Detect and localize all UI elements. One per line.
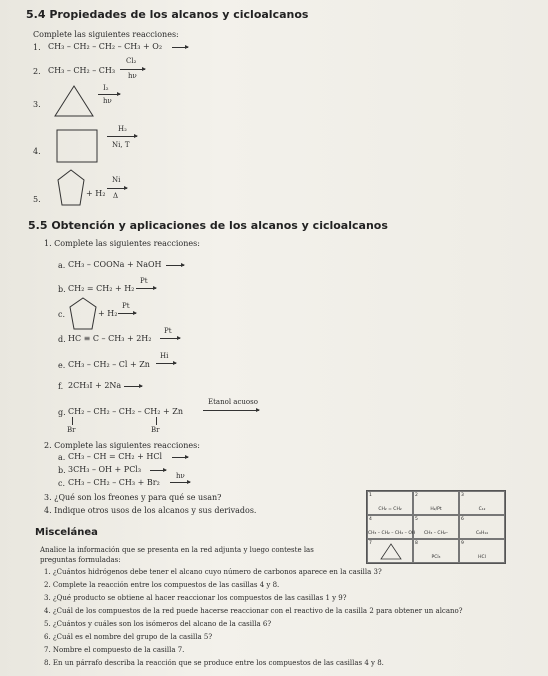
reaction-5-condition: Δ	[113, 192, 119, 200]
grid-cell-5: 5 CH₃ – CH₂–	[413, 515, 459, 539]
q2-item-c-equation: CH₃ – CH₂ – CH₃ + Br₂	[68, 478, 160, 487]
question-4: 4. Indique otros usos de los alcanos y sus derivados.	[44, 506, 257, 515]
reaction-arrow	[172, 47, 188, 48]
section-5-4-title: 5.4 Propiedades de los alcanos y cicloalcanos	[26, 8, 309, 21]
misc-question-8: 8. En un párrafo describa la reacción que se produce entre los compuestos de las casillas 4 y 8.	[44, 659, 384, 667]
q2-item-a-label: a.	[58, 453, 66, 462]
cyclopentane-pentagon-icon	[68, 296, 98, 332]
grid-cell-2: 2 H₂/Pt	[413, 491, 459, 515]
reaction-4-condition: Ni, T	[112, 141, 130, 149]
misc-question-2: 2. Complete la reacción entre los compuestos de las casillas 4 y 8.	[44, 581, 280, 589]
section-5-5-title: 5.5 Obtención y aplicaciones de los alcanos y cicloalcanos	[28, 219, 388, 232]
q2-item-b-label: b.	[58, 466, 66, 475]
misc-question-5: 5. ¿Cuántos y cuáles son los isómeros del alcano de la casilla 6?	[44, 620, 272, 628]
reaction-2-number: 2.	[33, 67, 41, 76]
cyclopropane-triangle-icon	[53, 84, 95, 118]
item-d-equation: HC ≡ C – CH₃ + 2H₂	[68, 334, 152, 343]
reaction-arrow	[118, 313, 136, 314]
item-e-label: e.	[58, 361, 66, 370]
q2-item-c-label: c.	[58, 479, 66, 488]
reaction-arrow	[98, 94, 120, 95]
compound-network-grid	[366, 490, 506, 564]
miscelanea-intro-line-2: preguntas formuladas:	[40, 556, 121, 564]
item-g-solvent: Etanol acuoso	[208, 398, 258, 406]
miscelanea-title: Miscelánea	[35, 527, 98, 538]
item-b-catalyst: Pt	[140, 277, 148, 285]
reaction-5-number: 5.	[33, 195, 41, 204]
reaction-5-reagent: + H₂	[86, 189, 106, 198]
reaction-5-catalyst: Ni	[112, 176, 121, 184]
q2-item-c-condition: hν	[176, 472, 185, 480]
reaction-arrow	[107, 188, 127, 189]
miscelanea-intro-line-1: Analice la información que se presenta en la red adjunta y luego conteste las	[40, 546, 314, 554]
q2-item-a-equation: CH₃ – CH = CH₂ + HCl	[68, 452, 163, 461]
reaction-arrow	[156, 363, 176, 364]
question-1: 1. Complete las siguientes reacciones:	[44, 239, 200, 248]
cyclopentane-pentagon-icon	[56, 168, 86, 208]
item-e-equation: CH₃ – CH₂ – Cl + Zn	[68, 360, 150, 369]
item-d-catalyst: Pt	[164, 327, 172, 335]
bond-line	[72, 417, 73, 425]
item-b-equation: CH₂ = CH₂ + H₂	[68, 284, 135, 293]
bromine-substituent-1: Br	[67, 426, 76, 434]
reaction-3-condition: hν	[103, 97, 112, 105]
reaction-4-number: 4.	[33, 147, 41, 156]
reaction-4-reagent: H₂	[118, 125, 127, 133]
item-f-label: f.	[58, 382, 64, 391]
misc-question-4: 4. ¿Cuál de los compuestos de la red puede hacerse reaccionar con el reactivo de la casilla 2 para obtener un alcano?	[44, 607, 463, 615]
grid-cell-9: 9 HCl	[459, 539, 505, 563]
item-c-label: c.	[58, 310, 66, 319]
misc-question-3: 3. ¿Qué producto se obtiene al hacer reaccionar los compuestos de las casillas 1 y 9?	[44, 594, 347, 602]
reaction-2-equation: CH₃ – CH₂ – CH₃	[48, 66, 116, 75]
reaction-1-number: 1.	[33, 43, 41, 52]
item-d-label: d.	[58, 335, 66, 344]
item-e-reagent: Hi	[160, 352, 169, 360]
reaction-arrow	[170, 482, 190, 483]
item-c-catalyst: Pt	[122, 302, 130, 310]
section-5-4-intro: Complete las siguientes reacciones:	[33, 30, 179, 39]
misc-question-6: 6. ¿Cuál es el nombre del grupo de la casilla 5?	[44, 633, 213, 641]
bond-line	[156, 417, 157, 425]
reaction-arrow	[150, 470, 166, 471]
item-c-equation: + H₂	[98, 309, 118, 318]
reaction-arrow	[203, 410, 259, 411]
grid-cell-1: 1 CH₂ = CH₂	[367, 491, 413, 515]
item-b-label: b.	[58, 285, 66, 294]
cyclobutane-square-icon	[55, 128, 101, 164]
grid-cell-4: 4 CH₃ – CH₂ – CH₂ – OH	[367, 515, 413, 539]
reaction-arrow	[166, 265, 184, 266]
reaction-arrow	[124, 386, 142, 387]
misc-question-7: 7. Nombre el compuesto de la casilla 7.	[44, 646, 185, 654]
grid-cell-6: 6 C₆H₁₄	[459, 515, 505, 539]
reaction-arrow	[160, 338, 180, 339]
grid-cell-8: 8 PCl₃	[413, 539, 459, 563]
reaction-2-condition: hν	[128, 72, 137, 80]
item-a-equation: CH₃ – COONa + NaOH	[68, 260, 162, 269]
reaction-3-reagent: I₂	[103, 84, 109, 92]
question-3: 3. ¿Qué son los freones y para qué se usan?	[44, 493, 222, 502]
misc-question-1: 1. ¿Cuántos hidrógenos debe tener el alcano cuyo número de carbonos aparece en la casilla 3?	[44, 568, 382, 576]
item-g-equation: CH₂ – CH₂ – CH₂ – CH₂ + Zn	[68, 407, 183, 416]
reaction-arrow	[107, 136, 137, 137]
item-f-equation: 2CH₃I + 2Na	[68, 381, 122, 390]
reaction-arrow	[136, 288, 156, 289]
bromine-substituent-2: Br	[151, 426, 160, 434]
q2-item-b-equation: 3CH₃ – OH + PCl₃	[68, 465, 142, 474]
triangle-icon	[380, 543, 402, 560]
reaction-2-reagent: Cl₂	[126, 57, 137, 65]
reaction-1-equation: CH₃ – CH₂ – CH₂ – CH₃ + O₂	[48, 42, 163, 51]
question-2: 2. Complete las siguientes reacciones:	[44, 441, 200, 450]
reaction-arrow	[172, 457, 188, 458]
item-a-label: a.	[58, 261, 66, 270]
reaction-3-number: 3.	[33, 100, 41, 109]
reaction-arrow	[120, 69, 145, 70]
item-g-label: g.	[58, 408, 66, 417]
grid-cell-3: 3 C₁₂	[459, 491, 505, 515]
grid-cell-7: 7	[367, 539, 413, 563]
